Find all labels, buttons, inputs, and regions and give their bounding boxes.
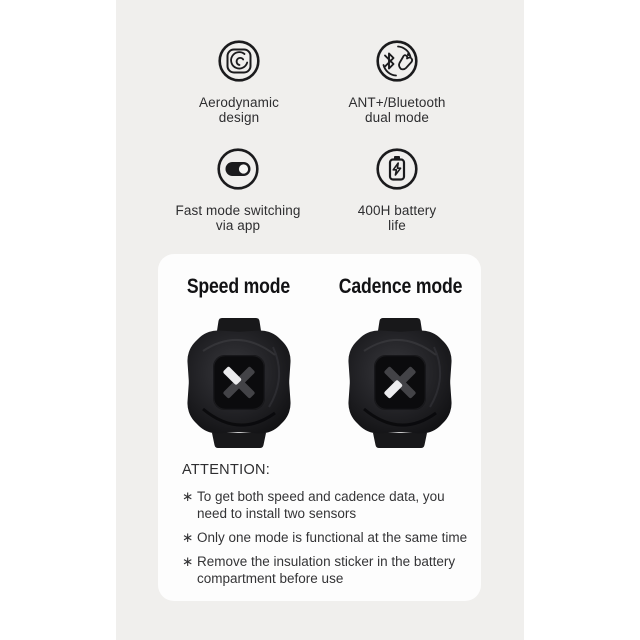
speed-mode-column bbox=[158, 274, 320, 451]
bullet-asterisk: ∗ bbox=[182, 530, 194, 545]
feature-label: Fast mode switching via app bbox=[175, 203, 301, 233]
content-panel bbox=[116, 0, 524, 640]
speed-sensor-image bbox=[187, 315, 291, 451]
cadence-mode-column bbox=[320, 274, 482, 451]
attention-item-text: To get both speed and cadence data, you need to install two sensors bbox=[197, 489, 445, 521]
bullet-asterisk: ∗ bbox=[182, 554, 194, 569]
feature-ant-bluetooth-dual-mode bbox=[315, 40, 479, 125]
bullet-asterisk: ∗ bbox=[182, 489, 194, 504]
feature-label: 400H battery life bbox=[357, 203, 437, 233]
aerodynamic-swirl-icon bbox=[218, 40, 260, 82]
modes-card bbox=[158, 254, 481, 601]
cadence-sensor-image bbox=[348, 315, 452, 451]
attention-item-text: Only one mode is functional at the same time bbox=[197, 530, 468, 545]
attention-heading: ATTENTION: bbox=[182, 462, 271, 478]
feature-fast-mode-switching bbox=[156, 148, 320, 233]
speed-mode-title: Speed mode bbox=[187, 275, 291, 298]
feature-aerodynamic-design bbox=[157, 40, 321, 125]
ant-bluetooth-icon bbox=[376, 40, 418, 82]
battery-charge-icon bbox=[376, 148, 418, 190]
attention-item bbox=[182, 488, 470, 522]
attention-item-text: Remove the insulation sticker in the battery compartment before use bbox=[197, 554, 456, 586]
attention-item bbox=[182, 529, 470, 546]
cadence-mode-title: Cadence mode bbox=[338, 275, 462, 298]
attention-item bbox=[182, 553, 470, 587]
feature-battery-life bbox=[315, 148, 479, 233]
toggle-switch-icon bbox=[217, 148, 259, 190]
feature-label: ANT+/Bluetooth dual mode bbox=[348, 95, 446, 125]
attention-section bbox=[182, 462, 470, 594]
feature-label: Aerodynamic design bbox=[199, 95, 279, 125]
